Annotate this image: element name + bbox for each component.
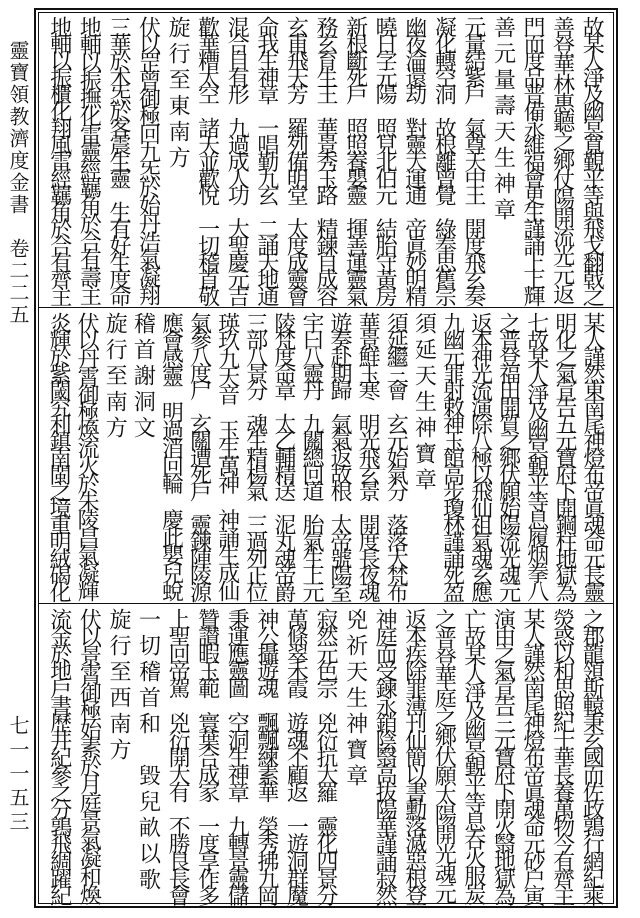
text-column: 歡華糟太空 諸天並歡悅 一切稽首敬: [194, 16, 220, 303]
text-column: 故某人淨及幽冥寬覲平等與飛戈翻戟之: [579, 16, 605, 303]
text-column: 某人謹然南尾神燈布帝眞魂命元砂户寅: [520, 608, 546, 903]
text-column: 善元量壽天生神章: [490, 16, 516, 224]
text-column: 地軸以振撫化雷靈經羈角於合有壽主: [76, 16, 102, 302]
text-column: 寂然元色宗 兇衍抗大羅 靈化四景分: [313, 608, 338, 903]
text-column: 流金於地戶書歷井紀參之分鶉飛綢躍紀: [46, 608, 72, 903]
text-column: 華景鮮玉寒 明光飛玄景 開度長夜魂: [355, 312, 381, 599]
text-column: 三華於木炁於客震生靈 生有好生度命: [105, 16, 131, 303]
text-column: 伏以丹霄御極煥流火於朱陵昌氣凝輝: [74, 312, 100, 598]
page-number-margin: 七一一五三: [6, 715, 30, 835]
text-column: 返本疾除罪薄刊仙簡以書勳落滅惡根登: [401, 608, 427, 903]
text-column: 之普登華庭之鄉伏願太陽開光魂元: [431, 608, 457, 903]
text-column: 萬條翠禾霞 遊魂不顧返 一遊洞群魔: [283, 608, 309, 903]
text-column: 一切稽首和 毀兒畝以歌: [135, 608, 161, 894]
text-column: 返本神光流演除八極以飛仙祖氣魂玄應: [467, 312, 493, 599]
text-column: 遊奏赴期歸 氣氣返故根 太帝號陽室: [327, 312, 353, 599]
text-column: 贊讃暇玉範 寰葉合成家 一度享作多: [194, 608, 220, 903]
text-column: 宇曰八靈丹 九關總回道 胎氣生上元: [298, 312, 324, 599]
text-column: 之郡龍領斯轅秉玄國而佐政鶉行網紀乘: [579, 608, 605, 903]
text-column: 凝化轉空洞 故根離曾覺 綠奉思舊宗: [431, 16, 457, 303]
text-column: 神庭而受鍊永銷陰翳高拔陽華謹誦寂然: [372, 608, 398, 903]
text-column: 之普登福田開質之鄉伏願始陽流光魂元: [495, 312, 521, 599]
text-column: 旋行至西南方: [105, 608, 131, 764]
text-column: 門而度品普備永維福會更生謹誦上上輝: [520, 16, 546, 303]
text-column: 某人謹然東南尾神燈布帝眞魂命元長靈: [579, 312, 605, 599]
text-column: 秉運應靈圖 空洞生神章 九轉景靈儲: [224, 608, 250, 903]
book-title-margin: 靈寶領教濟度金書 卷二二五: [6, 40, 30, 326]
text-column: 炎輝於紫閾究利鎮南閩之境重明絨碣化: [46, 312, 72, 599]
panel-divider-upper: [38, 307, 614, 308]
text-column: 應會感靈 明過消回輪 慶此嬰兒蛻: [158, 312, 184, 598]
text-column: 務玄育生王 華景秀玉路 精鍊自成容: [313, 16, 338, 303]
text-column: 玄甫飛天芳 羅列備明堂 太度成靈會: [283, 16, 309, 303]
text-column: 旋行至東南方: [165, 16, 191, 172]
text-column: 善登華林惠聽之鄉仗陽開流光元返: [549, 16, 575, 303]
text-column: 演由之氣宣告三元寶府下開火翳地獄為: [490, 608, 516, 903]
text-column: 瑛玖九天音 玉生萬神 神誦生成仙: [214, 312, 240, 598]
text-column: 明化之氣宣告五元寶府下開鋼柱地獄為: [551, 312, 577, 599]
text-column: 旋行至南方: [102, 312, 128, 442]
text-column: 熒惑以和思照紀十華長養萬物今有齊主: [549, 608, 575, 903]
text-column: 稽首謝洞文: [130, 312, 156, 442]
text-column: 須延天生神寶章: [411, 312, 437, 494]
text-column: 神公攝遊魂 飄飄練素華 榮秀拂九岡: [253, 608, 279, 903]
text-column: 九幽元罪射敕神玉館高步瓊林謹誦死盈: [439, 312, 465, 599]
text-column: 元量結紫戶 氣尊天中王 開度飛玄奏: [460, 16, 486, 303]
text-column: 上聖回帝駕 兇衍開大有 不勝良長會: [165, 608, 191, 903]
text-column: 亡故某人淨及幽冥覲平等息吞火服炭: [460, 608, 486, 902]
text-column: 三部八景分 魂生精楊氣 三過列正位: [242, 312, 268, 599]
text-column: 地軸以振櫃化翔風雷經羈角於合有齊主: [46, 16, 72, 303]
text-column: 新根斷死戶 照照養嬰靈 揮善運靈氣: [342, 16, 368, 303]
text-column: 兇祈天生神寶章: [342, 608, 368, 790]
text-column: 須延繼三會 玄元始氣分 落落大梵布: [383, 312, 409, 599]
text-column: 氣參八度尸 玄關遭死戶 靈鍊陣陵源: [186, 312, 212, 599]
text-column: 混合自有形 九過成人功 大聖慶元吉: [224, 16, 250, 303]
text-column: 曉日字元陽 照見北伯元 結胎守黃房: [372, 16, 398, 303]
text-column: 七故某人淨及幽冥覲平等息履烟拳八: [523, 312, 549, 598]
panel-divider-lower: [38, 603, 614, 604]
text-column: 命我生神章 一唱勤九玄 二誦天地通: [253, 16, 279, 303]
text-column: 伏以景霄御極始素於月庭景氣凝和煥: [76, 608, 102, 902]
text-column: 幽夜淪還劫 對靈大運通 帝眞妙明精: [401, 16, 427, 303]
text-column: 陵梵度命章 太乙輔精送 泥丸魂帝爵: [270, 312, 296, 599]
text-column: 伏以罡曾御極回九炁於始丹浩氣凝翔: [135, 16, 161, 302]
